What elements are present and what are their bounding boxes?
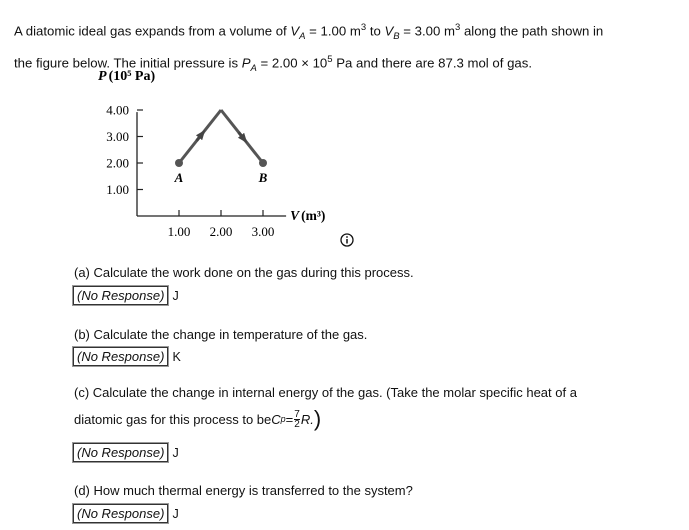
answer-row-a: [73, 286, 179, 305]
x-tick-label: 1.00: [167, 224, 191, 239]
text-segment: the figure below. The initial pressure is: [14, 55, 242, 71]
fraction-numerator: 7: [294, 408, 300, 420]
direction-arrow: [197, 132, 204, 140]
va-exponent: 3: [360, 22, 367, 33]
response-field-c[interactable]: (No Response): [73, 443, 168, 462]
response-field-d[interactable]: (No Response): [73, 504, 168, 523]
text-segment: to: [366, 23, 385, 39]
y-tick-label: 1.00: [106, 182, 129, 197]
va-symbol: V: [290, 23, 300, 39]
pa-exponent: 5: [327, 54, 333, 66]
answer-row-c: [73, 443, 179, 462]
pa-subscript: A: [250, 63, 257, 75]
close-paren: ): [313, 406, 322, 431]
pa-symbol: P: [241, 55, 251, 71]
question-b-text: (b) Calculate the change in temperature of the gas.: [74, 327, 368, 342]
x-axis-label: V (m³): [290, 208, 326, 223]
unit-c: J: [172, 445, 179, 460]
answer-row-b: [73, 347, 181, 366]
va-subscript: A: [299, 31, 306, 43]
unit-a: J: [172, 288, 179, 303]
y-tick-label: 2.00: [106, 155, 129, 171]
point-label-b: B: [258, 170, 268, 185]
vb-subscript: B: [393, 31, 400, 43]
text-segment: Pa and there are: [332, 55, 439, 71]
cp-symbol: C: [271, 411, 281, 427]
vb-value: = 3.00 m: [399, 23, 455, 39]
response-field-b[interactable]: (No Response): [73, 347, 168, 366]
y-tick-label: 3.00: [106, 129, 129, 144]
point-label-a: A: [174, 170, 184, 185]
question-d-text: (d) How much thermal energy is transferred to the system?: [74, 483, 413, 498]
problem-line-1: [14, 16, 684, 48]
unit-d: J: [172, 506, 179, 521]
fraction-7-2: [294, 410, 300, 429]
question-c-text: (c) Calculate the change in internal energy of the gas. (Take the molar specific heat of a: [74, 385, 577, 400]
pa-value: = 2.00 × 10: [256, 55, 328, 71]
cp-equals: =: [285, 411, 294, 427]
direction-arrow: [239, 132, 246, 140]
answer-row-d: [73, 504, 179, 523]
vb-exponent: 3: [454, 22, 461, 33]
text-segment: mol of gas.: [463, 55, 532, 71]
text-segment: diatomic gas for this process to be: [74, 411, 272, 427]
vb-symbol: V: [384, 23, 394, 39]
y-axis-label: P (10⁵ Pa): [98, 69, 156, 84]
response-field-a[interactable]: (No Response): [73, 286, 168, 305]
text-segment: A diatomic ideal gas expands from a volume of: [14, 23, 291, 39]
fraction-denominator: 2: [294, 418, 300, 430]
text-segment: along the path shown in: [460, 23, 604, 39]
x-tick-label: 3.00: [251, 224, 275, 239]
cp-r: R.: [300, 411, 314, 427]
info-icon[interactable]: [340, 233, 354, 247]
question-c-text-2: [74, 406, 322, 431]
x-tick-label: 2.00: [209, 224, 233, 239]
point-b: [259, 159, 267, 167]
point-a: [175, 159, 183, 167]
cp-subscript: p: [280, 414, 286, 424]
question-a-text: (a) Calculate the work done on the gas during this process.: [74, 265, 414, 280]
moles-value: 87.3: [438, 55, 464, 71]
va-value: = 1.00 m: [305, 23, 361, 39]
pv-diagram: [90, 62, 360, 247]
y-tick-label: 4.00: [106, 102, 129, 118]
unit-b: K: [172, 349, 181, 364]
